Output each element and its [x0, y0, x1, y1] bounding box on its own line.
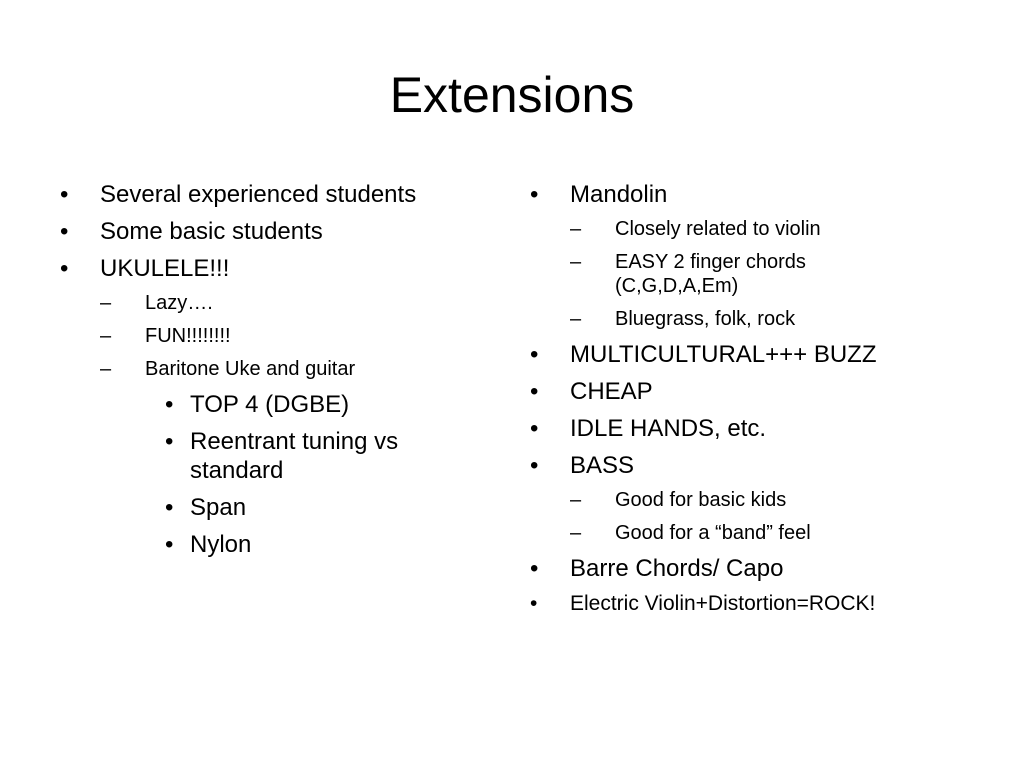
bullet-icon: • [530, 452, 539, 479]
dash-icon: – [100, 325, 112, 347]
sub-sub-list-item [165, 427, 490, 485]
list-item [530, 340, 970, 369]
list-item [60, 217, 490, 246]
sub-list-item [570, 488, 970, 512]
dash-icon: – [570, 251, 582, 273]
list-item-text: CHEAP [570, 378, 653, 405]
list-item [530, 414, 970, 443]
sub-sub-list-item-text: TOP 4 (DGBE) [190, 391, 350, 418]
list-item-text: IDLE HANDS, etc. [570, 415, 767, 442]
sub-list-item [570, 217, 970, 241]
list-item [530, 554, 970, 583]
sub-sub-list-item [165, 390, 490, 419]
sub-list-item [570, 521, 970, 545]
dash-icon: – [100, 358, 112, 380]
sub-sub-list-item [165, 530, 490, 559]
list-item-text: UKULELE!!! [100, 255, 230, 282]
dash-icon: – [100, 292, 112, 314]
sub-sub-list-item-text: Span [190, 494, 247, 521]
sub-list-item [100, 291, 490, 315]
list-item [530, 451, 970, 480]
list-item [530, 591, 970, 617]
bullet-icon: • [60, 255, 69, 282]
sub-list-item-text: Closely related to violin [615, 218, 821, 240]
left-column [60, 180, 490, 567]
dash-icon: – [570, 522, 582, 544]
list-item [60, 180, 490, 209]
sub-list-item-text: Bluegrass, folk, rock [615, 308, 796, 330]
sub-list-item [100, 357, 490, 381]
bullet-icon: • [165, 391, 174, 418]
dash-icon: – [570, 489, 582, 511]
sub-list-item-text: Good for a “band” feel [615, 522, 811, 544]
bullet-icon: • [165, 428, 174, 455]
dash-icon: – [570, 308, 582, 330]
slide-title: Extensions [389, 67, 635, 123]
list-item-text: Some basic students [100, 218, 323, 245]
bullet-icon: • [165, 531, 174, 558]
sub-list-item-text: Baritone Uke and guitar [145, 358, 356, 380]
bullet-icon: • [530, 341, 539, 368]
bullet-icon: • [530, 378, 539, 405]
dash-icon: – [570, 218, 582, 240]
list-item [60, 254, 490, 283]
sub-list-item [570, 307, 970, 331]
list-item-text: Mandolin [570, 181, 668, 208]
right-column [530, 180, 970, 625]
list-item-text: BASS [570, 452, 635, 479]
bullet-icon: • [530, 181, 539, 208]
bullet-icon: • [530, 415, 539, 442]
sub-list-item-text: EASY 2 finger chords (C,G,D,A,Em) [615, 251, 806, 297]
bullet-icon: • [530, 555, 539, 582]
sub-list-item-text: FUN!!!!!!!! [145, 325, 231, 347]
sub-sub-list-item-text: Reentrant tuning vs standard [190, 428, 399, 484]
sub-list-item-text: Good for basic kids [615, 489, 787, 511]
list-item-text: Electric Violin+Distortion=ROCK! [570, 592, 876, 615]
sub-list-item [570, 250, 970, 298]
sub-list-item [100, 324, 490, 348]
bullet-icon: • [60, 218, 69, 245]
list-item-text: Barre Chords/ Capo [570, 555, 784, 582]
bullet-icon: • [60, 181, 69, 208]
list-item [530, 180, 970, 209]
list-item [530, 377, 970, 406]
sub-sub-list-item-text: Nylon [190, 531, 252, 558]
list-item-text: Several experienced students [100, 181, 417, 208]
sub-sub-list-item [165, 493, 490, 522]
list-item-text: MULTICULTURAL+++ BUZZ [570, 341, 877, 368]
sub-list-item-text: Lazy…. [145, 292, 213, 314]
bullet-icon: • [530, 592, 538, 615]
bullet-icon: • [165, 494, 174, 521]
